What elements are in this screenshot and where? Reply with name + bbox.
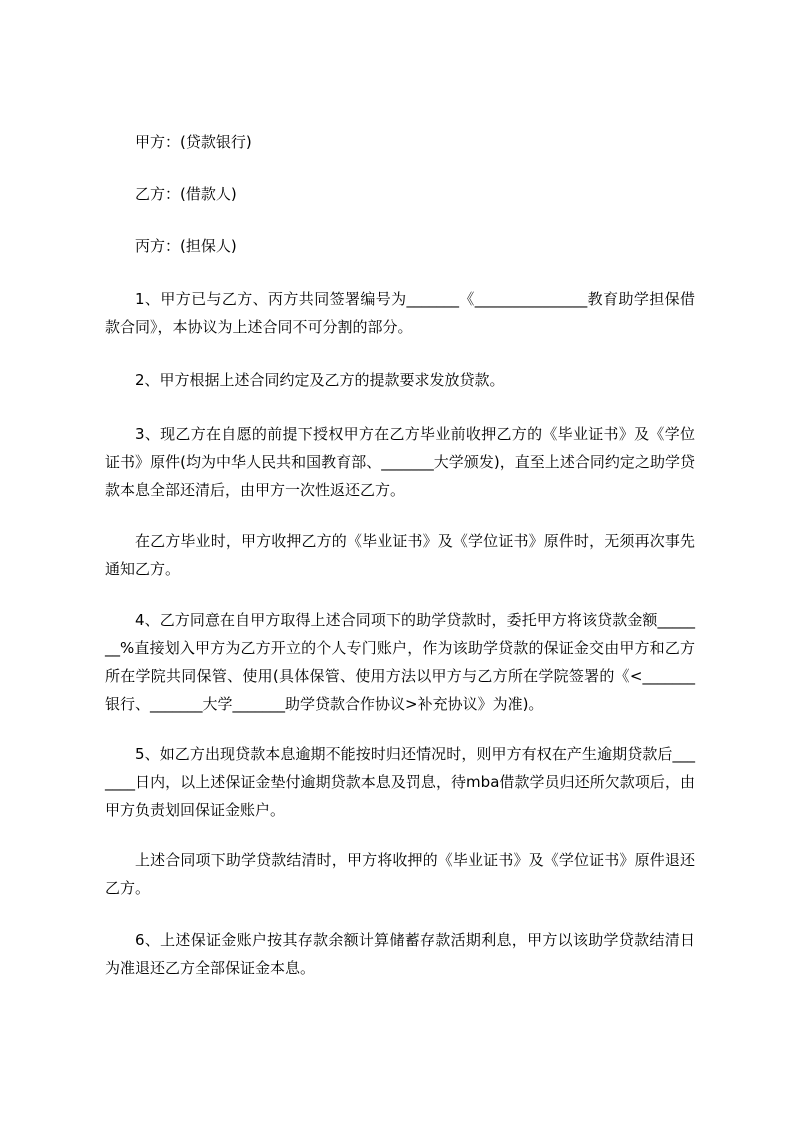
party-b-line: 乙方：(借款人) [135,185,237,203]
clause-5-note: 上述合同项下助学贷款结清时，甲方将收押的《毕业证书》及《学位证书》原件退还乙方。 [105,851,695,897]
clause-5: 5、如乙方出现贷款本息逾期不能按时归还情况时，则甲方有权在产生逾期贷款后_______日内，以上述保证金垫付逾期贷款本息及罚息，待mba借款学员归还所欠款项后，由甲方负责划回保证金账户。 [105,745,695,819]
party-c-line: 丙方：(担保人) [135,237,237,255]
clause-2: 2、甲方根据上述合同约定及乙方的提款要求发放贷款。 [135,371,505,389]
clause-3-note: 在乙方毕业时，甲方收押乙方的《毕业证书》及《学位证书》原件时，无须再次事先通知乙方。 [105,532,695,578]
clause-4: 4、乙方同意在自甲方取得上述合同项下的助学贷款时，委托甲方将该贷款金额_______%直接划入甲方为乙方开立的个人专门账户，作为该助学贷款的保证金交由甲方和乙方所在学院共同保管、使用(具体保管、使用方法以甲方与乙方所在学院签署的《<_______银行、_______大学_______助学贷款合作协议>补充协议》为准)。 [105,611,695,713]
party-a-line: 甲方：(贷款银行) [135,133,252,151]
clause-3: 3、现乙方在自愿的前提下授权甲方在乙方毕业前收押乙方的《毕业证书》及《学位证书》原件(均为中华人民共和国教育部、_______大学颁发)，直至上述合同约定之助学贷款本息全部还清后，由甲方一次性返还乙方。 [105,425,695,499]
clause-1: 1、甲方已与乙方、丙方共同签署编号为_______《_______________教育助学担保借款合同》，本协议为上述合同不可分割的部分。 [105,290,695,336]
clause-6: 6、上述保证金账户按其存款余额计算储蓄存款活期利息，甲方以该助学贷款结清日为准退还乙方全部保证金本息。 [105,931,695,977]
